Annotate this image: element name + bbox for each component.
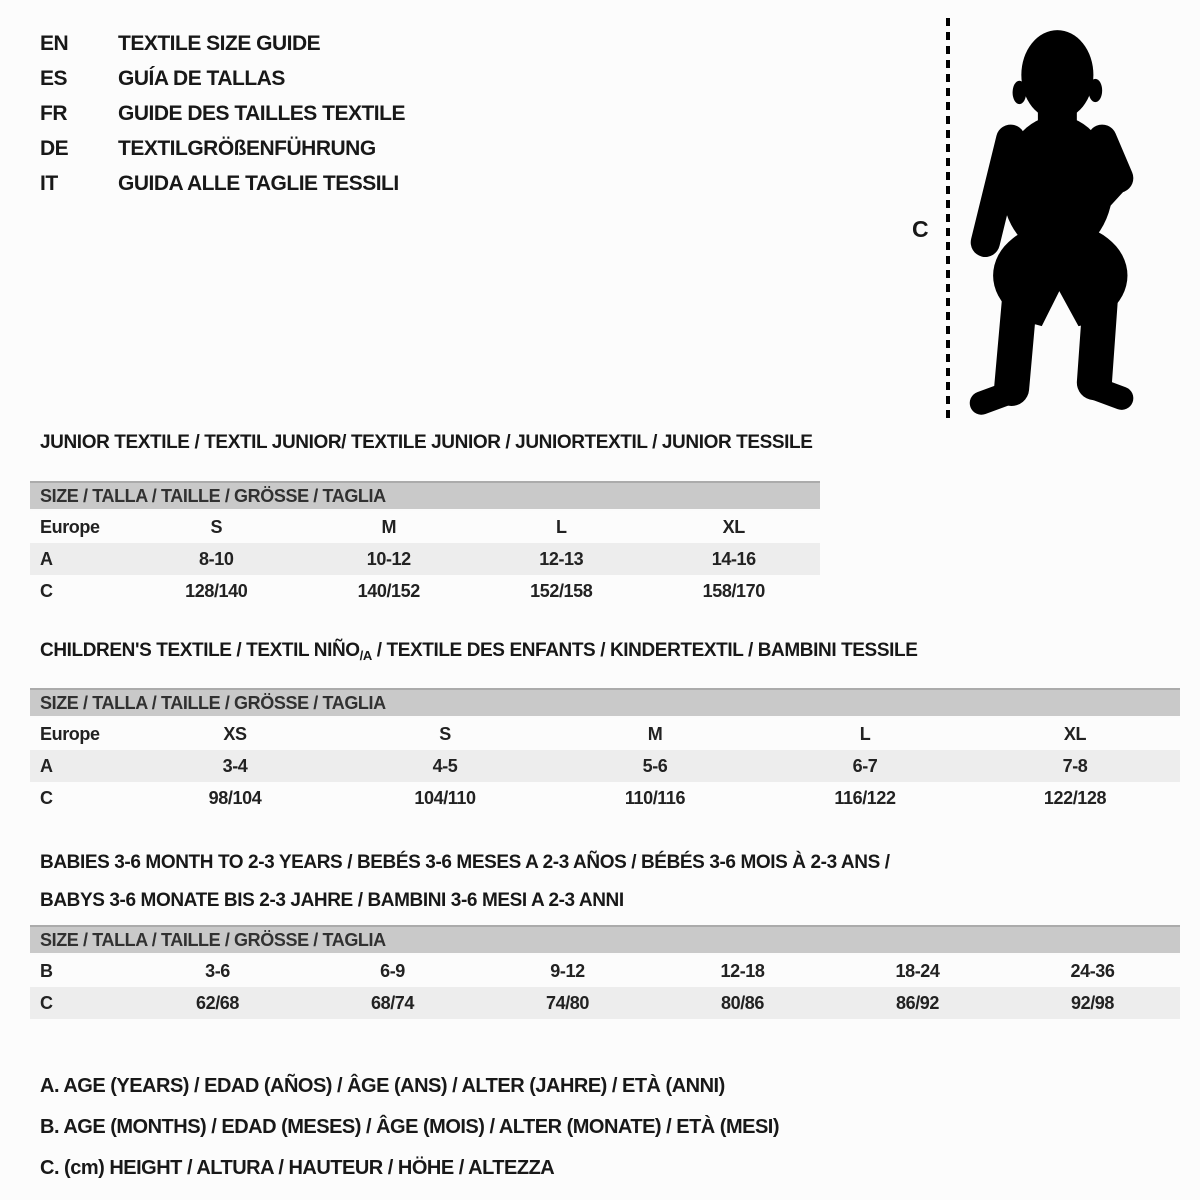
row-label: A	[40, 756, 53, 776]
children-size-table	[30, 688, 1180, 814]
size-cell: L	[859, 724, 871, 744]
lang-title-fr: GUIDE DES TAILLES TEXTILE	[118, 102, 405, 125]
age-cell: 6-7	[852, 756, 878, 776]
babies-title-line1: BABIES 3-6 MONTH TO 2-3 YEARS / BEBÉS 3-6 MESES A 2-3 AÑOS / BÉBÉS 3-6 MOIS À 2-3 ANS /	[40, 852, 890, 873]
language-heading-list	[40, 26, 405, 201]
height-cell: 62/68	[195, 993, 240, 1013]
height-cell: 74/80	[545, 993, 590, 1013]
age-cell: 18-24	[895, 961, 940, 981]
age-cell: 5-6	[642, 756, 668, 776]
children-title-subscript: /A	[359, 648, 372, 663]
lang-code-de: DE	[40, 137, 69, 160]
size-cell: S	[439, 724, 451, 744]
height-cell: 122/128	[1043, 788, 1107, 808]
height-cell: 104/110	[414, 788, 476, 808]
table-row	[30, 511, 820, 543]
lang-code-fr: FR	[40, 102, 67, 125]
measurement-figure	[900, 12, 1170, 427]
children-title-rest: / TEXTILE DES ENFANTS / KINDERTEXTIL / BAMBINI TESSILE	[371, 640, 918, 661]
measurement-legend	[40, 1066, 779, 1189]
table-row	[30, 782, 1180, 814]
height-cell: 110/116	[624, 788, 686, 808]
age-cell: 9-12	[550, 961, 585, 981]
age-cell: 24-36	[1070, 961, 1115, 981]
row-label: Europe	[40, 517, 100, 537]
table-row	[30, 575, 820, 607]
row-label: C	[40, 581, 53, 601]
size-cell: M	[647, 724, 663, 744]
size-cell: XL	[722, 517, 745, 537]
age-cell: 3-6	[205, 961, 230, 981]
table-row	[30, 750, 1180, 782]
babies-section-title	[40, 844, 890, 920]
age-cell: 14-16	[711, 549, 756, 569]
age-cell: 4-5	[432, 756, 458, 776]
height-cell: 158/170	[702, 581, 765, 601]
height-cell: 116/122	[834, 788, 896, 808]
children-section-title	[40, 640, 917, 663]
row-label: B	[40, 961, 53, 981]
size-cell: XS	[223, 724, 247, 744]
height-cell: 140/152	[357, 581, 420, 601]
row-label: C	[40, 788, 53, 808]
height-cell: 92/98	[1070, 993, 1115, 1013]
lang-code-en: EN	[40, 32, 69, 55]
height-cell: 128/140	[185, 581, 248, 601]
height-cell: 68/74	[370, 993, 415, 1013]
babies-size-header-bar: SIZE / TALLA / TAILLE / GRÖSSE / TAGLIA	[30, 925, 1180, 955]
lang-code-it: IT	[40, 172, 58, 195]
size-cell: XL	[1063, 724, 1087, 744]
lang-title-de: TEXTILGRÖßENFÜHRUNG	[118, 137, 376, 160]
lang-title-it: GUIDA ALLE TAGLIE TESSILI	[118, 172, 399, 195]
children-title-main: CHILDREN'S TEXTILE / TEXTIL NIÑO	[40, 640, 360, 661]
row-label: A	[40, 549, 53, 569]
age-cell: 12-13	[539, 549, 584, 569]
height-measure-dashed-line	[942, 18, 954, 418]
size-cell: L	[555, 517, 567, 537]
age-cell: 8-10	[199, 549, 234, 569]
legend-line-age-months: B. AGE (MONTHS) / EDAD (MESES) / ÂGE (MOIS) / ALTER (MONATE) / ETÀ (MESI)	[40, 1116, 780, 1138]
table-row	[30, 955, 1180, 987]
age-cell: 10-12	[366, 549, 411, 569]
table-row	[30, 987, 1180, 1019]
legend-line-age-years: A. AGE (YEARS) / EDAD (AÑOS) / ÂGE (ANS) / ALTER (JAHRE) / ETÀ (ANNI)	[40, 1075, 725, 1097]
age-cell: 12-18	[720, 961, 765, 981]
size-cell: S	[210, 517, 223, 537]
babies-size-table	[30, 925, 1180, 1019]
junior-size-header-bar: SIZE / TALLA / TAILLE / GRÖSSE / TAGLIA	[30, 481, 820, 511]
children-size-header-bar: SIZE / TALLA / TAILLE / GRÖSSE / TAGLIA	[30, 688, 1180, 718]
row-label: Europe	[40, 724, 100, 744]
junior-section-title: JUNIOR TEXTILE / TEXTIL JUNIOR/ TEXTILE JUNIOR / JUNIORTEXTIL / JUNIOR TESSILE	[40, 432, 813, 453]
height-cell: 80/86	[720, 993, 765, 1013]
height-cell: 152/158	[530, 581, 593, 601]
toddler-silhouette-icon	[960, 20, 1145, 420]
age-cell: 3-4	[222, 756, 248, 776]
junior-size-table	[30, 481, 820, 607]
size-cell: M	[381, 517, 397, 537]
table-row	[30, 718, 1180, 750]
age-cell: 7-8	[1062, 756, 1088, 776]
lang-code-es: ES	[40, 67, 68, 90]
height-cell: 98/104	[208, 788, 262, 808]
age-cell: 6-9	[380, 961, 405, 981]
row-label: C	[40, 993, 53, 1013]
table-row	[30, 543, 820, 575]
babies-title-line2: BABYS 3-6 MONATE BIS 2-3 JAHRE / BAMBINI 3-6 MESI A 2-3 ANNI	[40, 890, 624, 911]
measure-label-c: C	[912, 216, 929, 242]
lang-title-es: GUÍA DE TALLAS	[118, 67, 285, 90]
lang-title-en: TEXTILE SIZE GUIDE	[118, 32, 321, 55]
height-cell: 86/92	[895, 993, 940, 1013]
legend-line-height-cm: C. (cm) HEIGHT / ALTURA / HAUTEUR / HÖHE / ALTEZZA	[40, 1157, 555, 1179]
